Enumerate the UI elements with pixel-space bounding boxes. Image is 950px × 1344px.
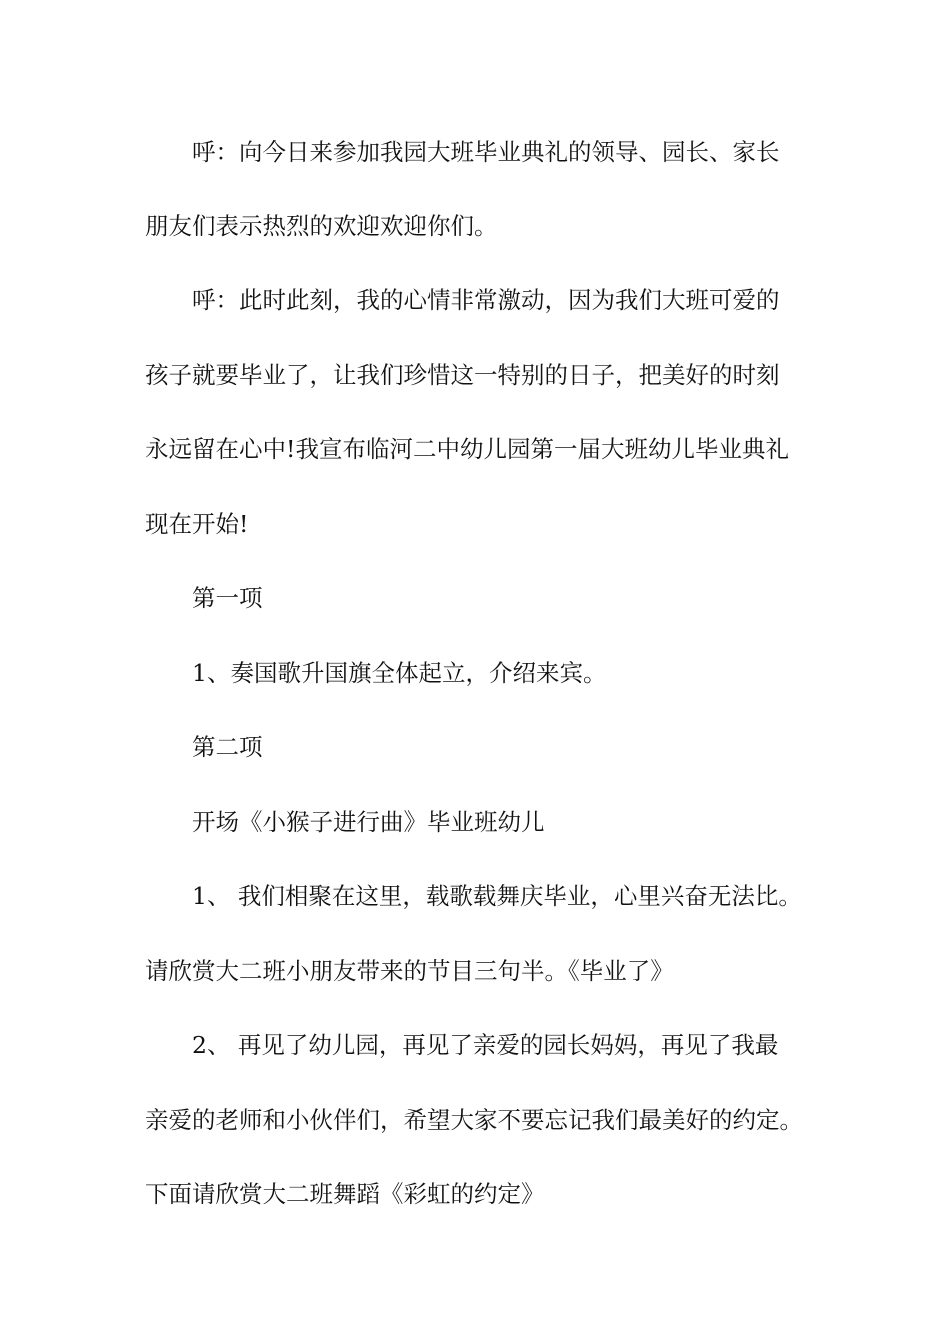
section-heading: 第二项 <box>192 733 263 761</box>
text-line: 呼：向今日来参加我园大班毕业典礼的领导、园长、家长 <box>192 138 780 166</box>
text-line: 朋友们表示热烈的欢迎欢迎你们。 <box>145 212 498 240</box>
text-line: 2、 再见了幼儿园，再见了亲爱的园长妈妈，再见了我最 <box>192 1031 779 1059</box>
text-line: 现在开始! <box>145 510 249 538</box>
text-line: 亲爱的老师和小伙伴们，希望大家不要忘记我们最美好的约定。 <box>145 1106 803 1134</box>
text-line: 开场《小猴子进行曲》毕业班幼儿 <box>192 808 545 836</box>
text-line: 1、 我们相聚在这里，载歌载舞庆毕业，心里兴奋无法比。 <box>192 882 802 910</box>
text-line: 下面请欣赏大二班舞蹈《彩虹的约定》 <box>145 1180 545 1208</box>
text-line: 孩子就要毕业了，让我们珍惜这一特别的日子，把美好的时刻 <box>145 361 780 389</box>
section-heading: 第一项 <box>192 584 263 612</box>
text-line: 呼：此时此刻，我的心情非常激动，因为我们大班可爱的 <box>192 286 780 314</box>
text-line: 请欣赏大二班小朋友带来的节目三句半。《毕业了》 <box>145 957 674 985</box>
text-line: 永远留在心中!我宣布临河二中幼儿园第一届大班幼儿毕业典礼 <box>145 435 789 463</box>
text-line: 1、奏国歌升国旗全体起立，介绍来宾。 <box>192 659 607 687</box>
